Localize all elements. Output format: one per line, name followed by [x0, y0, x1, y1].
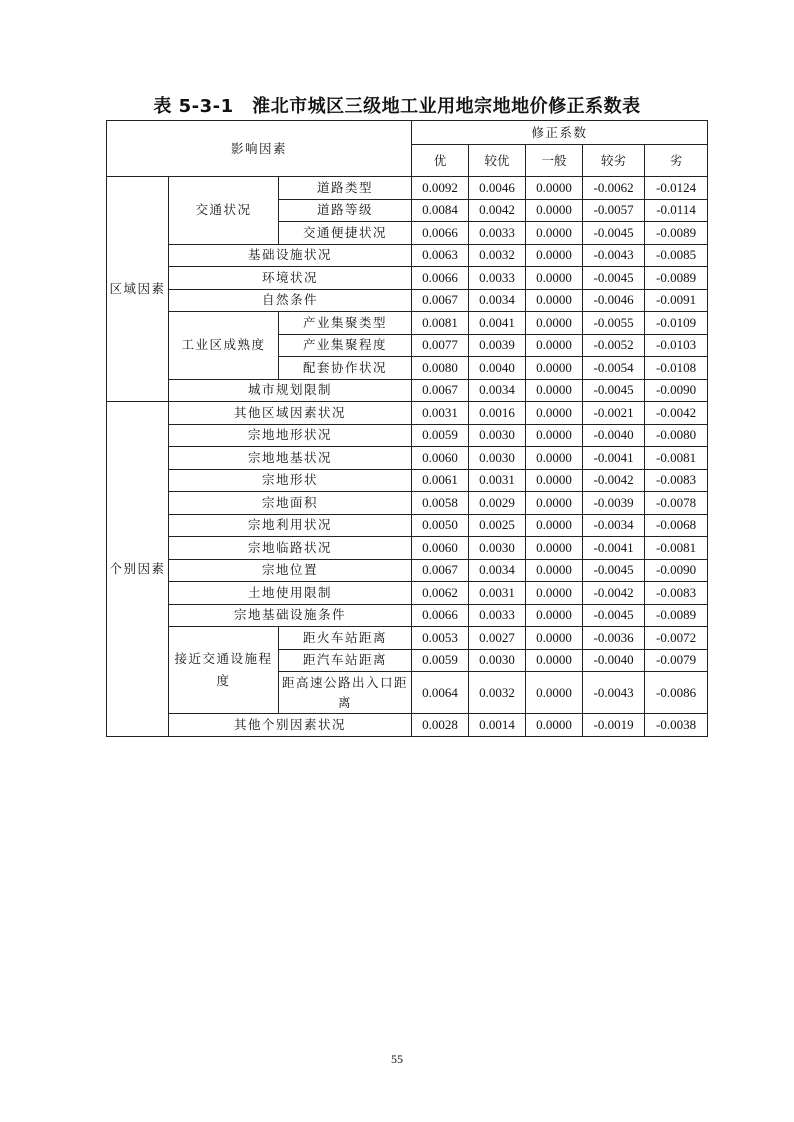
- coef-value: 0.0034: [469, 289, 526, 312]
- coef-value: 0.0067: [412, 559, 469, 582]
- coef-value: -0.0045: [583, 222, 645, 245]
- coef-value: -0.0046: [583, 289, 645, 312]
- coef-value: 0.0000: [526, 559, 583, 582]
- header-row: [107, 121, 708, 145]
- coef-value: -0.0043: [583, 672, 645, 714]
- coef-value: 0.0062: [412, 582, 469, 605]
- coef-value: 0.0034: [469, 559, 526, 582]
- coef-value: 0.0092: [412, 177, 469, 200]
- coef-value: 0.0000: [526, 514, 583, 537]
- coef-value: 0.0000: [526, 334, 583, 357]
- coef-value: -0.0081: [645, 537, 708, 560]
- table-row: [107, 177, 708, 200]
- coef-value: 0.0063: [412, 244, 469, 267]
- factor-label: 城市规划限制: [169, 379, 412, 402]
- factor-label: 自然条件: [169, 289, 412, 312]
- table-row: [107, 714, 708, 737]
- coef-value: 0.0029: [469, 492, 526, 515]
- coef-value: -0.0040: [583, 424, 645, 447]
- factor-label: 宗地临路状况: [169, 537, 412, 560]
- table-row: [107, 627, 708, 650]
- factor-label: 宗地形状: [169, 469, 412, 492]
- coef-value: 0.0060: [412, 447, 469, 470]
- coef-value: 0.0077: [412, 334, 469, 357]
- coef-value: 0.0032: [469, 244, 526, 267]
- factor-label: 道路类型: [279, 177, 412, 200]
- table-row: [107, 312, 708, 335]
- coef-value: 0.0039: [469, 334, 526, 357]
- coef-value: 0.0000: [526, 492, 583, 515]
- coef-value: -0.0054: [583, 357, 645, 380]
- coef-value: -0.0090: [645, 559, 708, 582]
- table-row: [107, 424, 708, 447]
- factor-label: 环境状况: [169, 267, 412, 290]
- table-title: 表 5-3-1 淮北市城区三级地工业用地宗地地价修正系数表: [153, 96, 641, 117]
- coef-value: 0.0040: [469, 357, 526, 380]
- coef-value: 0.0033: [469, 222, 526, 245]
- coef-value: 0.0033: [469, 267, 526, 290]
- coef-value: 0.0000: [526, 289, 583, 312]
- coef-value: -0.0085: [645, 244, 708, 267]
- table-row: [107, 244, 708, 267]
- coef-value: -0.0072: [645, 627, 708, 650]
- coef-value: -0.0041: [583, 537, 645, 560]
- coef-value: 0.0014: [469, 714, 526, 737]
- coef-value: 0.0030: [469, 649, 526, 672]
- coef-value: -0.0057: [583, 199, 645, 222]
- coef-value: -0.0038: [645, 714, 708, 737]
- table-row: [107, 379, 708, 402]
- coef-value: 0.0028: [412, 714, 469, 737]
- coef-value: -0.0034: [583, 514, 645, 537]
- factor-label: 宗地基础设施条件: [169, 604, 412, 627]
- header-level: 较优: [469, 145, 526, 177]
- group-individual: 个别因素: [107, 402, 169, 737]
- coef-value: 0.0064: [412, 672, 469, 714]
- coef-value: 0.0000: [526, 379, 583, 402]
- coef-value: 0.0000: [526, 649, 583, 672]
- coef-value: -0.0090: [645, 379, 708, 402]
- coef-value: 0.0084: [412, 199, 469, 222]
- coef-value: 0.0033: [469, 604, 526, 627]
- coef-value: 0.0000: [526, 604, 583, 627]
- coef-value: 0.0000: [526, 177, 583, 200]
- coef-value: -0.0045: [583, 604, 645, 627]
- coef-value: 0.0080: [412, 357, 469, 380]
- coef-value: -0.0036: [583, 627, 645, 650]
- coef-value: -0.0041: [583, 447, 645, 470]
- coef-value: 0.0000: [526, 222, 583, 245]
- coef-value: -0.0052: [583, 334, 645, 357]
- factor-label: 交通便捷状况: [279, 222, 412, 245]
- coef-value: -0.0042: [583, 582, 645, 605]
- coef-value: 0.0041: [469, 312, 526, 335]
- subgroup-traffic: 交通状况: [169, 177, 279, 245]
- factor-label: 土地使用限制: [169, 582, 412, 605]
- factor-label: 距汽车站距离: [279, 649, 412, 672]
- coef-value: 0.0060: [412, 537, 469, 560]
- coef-value: 0.0027: [469, 627, 526, 650]
- coef-value: 0.0000: [526, 537, 583, 560]
- coef-value: -0.0045: [583, 379, 645, 402]
- coef-value: -0.0042: [583, 469, 645, 492]
- header-level: 劣: [645, 145, 708, 177]
- coef-value: 0.0030: [469, 447, 526, 470]
- correction-coefficient-table: [106, 120, 708, 737]
- header-level: 一般: [526, 145, 583, 177]
- coef-value: -0.0091: [645, 289, 708, 312]
- table-row: [107, 537, 708, 560]
- coef-value: -0.0019: [583, 714, 645, 737]
- coef-value: 0.0000: [526, 357, 583, 380]
- coef-value: -0.0042: [645, 402, 708, 425]
- coef-value: -0.0103: [645, 334, 708, 357]
- coef-value: 0.0059: [412, 649, 469, 672]
- coef-value: 0.0059: [412, 424, 469, 447]
- coef-value: 0.0081: [412, 312, 469, 335]
- coef-value: 0.0016: [469, 402, 526, 425]
- header-level: 较劣: [583, 145, 645, 177]
- coef-value: 0.0030: [469, 537, 526, 560]
- factor-label: 宗地面积: [169, 492, 412, 515]
- page-number: 55: [391, 1052, 403, 1066]
- coef-value: 0.0050: [412, 514, 469, 537]
- coef-value: -0.0089: [645, 604, 708, 627]
- coef-value: 0.0031: [469, 469, 526, 492]
- coef-value: 0.0000: [526, 199, 583, 222]
- table-row: [107, 289, 708, 312]
- coef-value: 0.0031: [412, 402, 469, 425]
- coef-value: -0.0078: [645, 492, 708, 515]
- coef-value: -0.0086: [645, 672, 708, 714]
- coef-value: -0.0083: [645, 582, 708, 605]
- coef-value: -0.0109: [645, 312, 708, 335]
- table-row: [107, 604, 708, 627]
- table-row: [107, 447, 708, 470]
- coef-value: 0.0066: [412, 604, 469, 627]
- coef-value: 0.0000: [526, 424, 583, 447]
- coef-value: -0.0055: [583, 312, 645, 335]
- coef-value: -0.0089: [645, 267, 708, 290]
- factor-label: 产业集聚类型: [279, 312, 412, 335]
- coef-value: 0.0031: [469, 582, 526, 605]
- coef-value: -0.0043: [583, 244, 645, 267]
- header-coef: 修正系数: [412, 121, 708, 145]
- factor-label: 产业集聚程度: [279, 334, 412, 357]
- table-row: [107, 514, 708, 537]
- factor-label: 宗地地形状况: [169, 424, 412, 447]
- factor-label: 基础设施状况: [169, 244, 412, 267]
- coef-value: 0.0025: [469, 514, 526, 537]
- header-factor: 影响因素: [107, 121, 412, 177]
- subgroup-industrial: 工业区成熟度: [169, 312, 279, 380]
- factor-label: 其他区域因素状况: [169, 402, 412, 425]
- coef-value: 0.0030: [469, 424, 526, 447]
- coef-value: -0.0083: [645, 469, 708, 492]
- coef-value: 0.0046: [469, 177, 526, 200]
- factor-label: 距火车站距离: [279, 627, 412, 650]
- subgroup-proximity: 接近交通设施程度: [169, 627, 279, 714]
- coef-value: 0.0061: [412, 469, 469, 492]
- coef-value: 0.0000: [526, 244, 583, 267]
- coef-value: 0.0067: [412, 379, 469, 402]
- coef-value: 0.0067: [412, 289, 469, 312]
- coef-value: -0.0062: [583, 177, 645, 200]
- coef-value: 0.0000: [526, 582, 583, 605]
- table-row: [107, 267, 708, 290]
- coef-value: 0.0000: [526, 469, 583, 492]
- coef-value: -0.0079: [645, 649, 708, 672]
- coef-value: -0.0068: [645, 514, 708, 537]
- coef-value: 0.0000: [526, 714, 583, 737]
- table-row: [107, 582, 708, 605]
- header-level: 优: [412, 145, 469, 177]
- coef-value: -0.0045: [583, 559, 645, 582]
- coef-value: 0.0058: [412, 492, 469, 515]
- coef-value: -0.0124: [645, 177, 708, 200]
- coef-value: 0.0000: [526, 402, 583, 425]
- coef-value: -0.0039: [583, 492, 645, 515]
- factor-label: 宗地利用状况: [169, 514, 412, 537]
- table-row: [107, 492, 708, 515]
- coef-value: -0.0081: [645, 447, 708, 470]
- factor-label: 道路等级: [279, 199, 412, 222]
- coef-value: -0.0021: [583, 402, 645, 425]
- coef-value: 0.0000: [526, 447, 583, 470]
- coef-value: 0.0053: [412, 627, 469, 650]
- table-row: [107, 402, 708, 425]
- coef-value: 0.0032: [469, 672, 526, 714]
- coef-value: 0.0066: [412, 222, 469, 245]
- table-row: [107, 469, 708, 492]
- factor-label: 其他个别因素状况: [169, 714, 412, 737]
- factor-label: 宗地地基状况: [169, 447, 412, 470]
- coef-value: 0.0066: [412, 267, 469, 290]
- coef-value: 0.0000: [526, 672, 583, 714]
- coef-value: 0.0042: [469, 199, 526, 222]
- coef-value: -0.0108: [645, 357, 708, 380]
- table-row: [107, 559, 708, 582]
- factor-label: 宗地位置: [169, 559, 412, 582]
- factor-label: 配套协作状况: [279, 357, 412, 380]
- coef-value: -0.0040: [583, 649, 645, 672]
- coef-value: -0.0114: [645, 199, 708, 222]
- coef-value: -0.0045: [583, 267, 645, 290]
- coef-value: 0.0000: [526, 267, 583, 290]
- coef-value: 0.0000: [526, 627, 583, 650]
- coef-value: -0.0080: [645, 424, 708, 447]
- group-regional: 区域因素: [107, 177, 169, 402]
- coef-value: 0.0000: [526, 312, 583, 335]
- coef-value: 0.0034: [469, 379, 526, 402]
- coef-value: -0.0089: [645, 222, 708, 245]
- factor-label: 距高速公路出入口距离: [279, 672, 412, 714]
